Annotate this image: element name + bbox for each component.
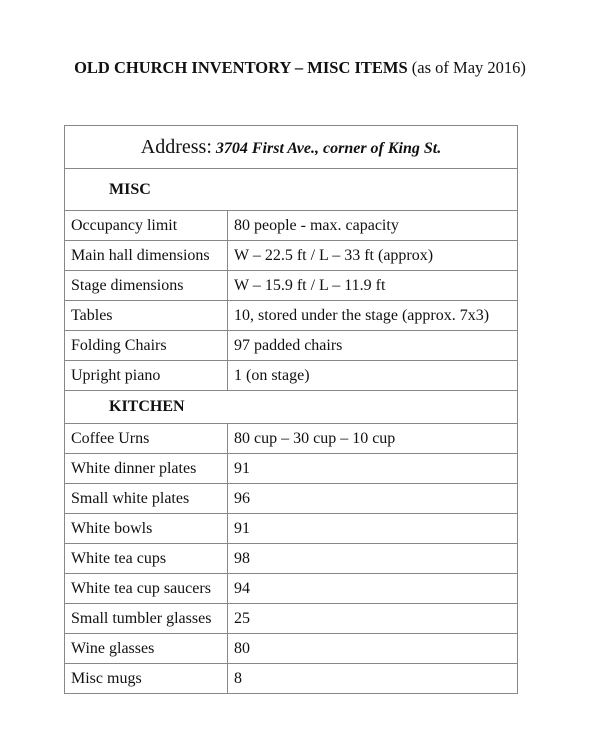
address-row [65, 126, 518, 169]
item-name: Upright piano [65, 361, 228, 391]
table-row [65, 484, 518, 514]
item-name: Small white plates [65, 484, 228, 514]
address-cell [65, 126, 518, 169]
item-value: 80 [228, 634, 518, 664]
section-header-row [65, 169, 518, 211]
table-row [65, 331, 518, 361]
table-row [65, 604, 518, 634]
address-value: 3704 First Ave., corner of King St. [211, 139, 442, 157]
section-header-row [65, 391, 518, 424]
table-row [65, 664, 518, 694]
section-heading: MISC [65, 169, 518, 211]
item-name: Wine glasses [65, 634, 228, 664]
table-row [65, 241, 518, 271]
item-name: White bowls [65, 514, 228, 544]
item-value: 96 [228, 484, 518, 514]
item-value: 98 [228, 544, 518, 574]
address-label: Address: [140, 135, 212, 158]
table-row [65, 574, 518, 604]
item-name: White tea cup saucers [65, 574, 228, 604]
item-name: Occupancy limit [65, 211, 228, 241]
item-value: W – 22.5 ft / L – 33 ft (approx) [228, 241, 518, 271]
item-name: Coffee Urns [65, 424, 228, 454]
item-name: Folding Chairs [65, 331, 228, 361]
table-row [65, 454, 518, 484]
item-value: 80 people - max. capacity [228, 211, 518, 241]
item-name: Small tumbler glasses [65, 604, 228, 634]
item-value: 91 [228, 514, 518, 544]
item-value: 1 (on stage) [228, 361, 518, 391]
item-value: 25 [228, 604, 518, 634]
item-value: 80 cup – 30 cup – 10 cup [228, 424, 518, 454]
item-name: Tables [65, 301, 228, 331]
item-name: Main hall dimensions [65, 241, 228, 271]
item-name: Misc mugs [65, 664, 228, 694]
table-row [65, 634, 518, 664]
item-name: Stage dimensions [65, 271, 228, 301]
table-row [65, 424, 518, 454]
item-value: 94 [228, 574, 518, 604]
title-date: (as of May 2016) [407, 58, 526, 77]
item-value: 91 [228, 454, 518, 484]
title-main: OLD CHURCH INVENTORY – MISC ITEMS [74, 58, 408, 77]
document-title [0, 58, 600, 78]
table-row [65, 301, 518, 331]
item-value: W – 15.9 ft / L – 11.9 ft [228, 271, 518, 301]
item-name: White dinner plates [65, 454, 228, 484]
section-heading: KITCHEN [65, 391, 518, 424]
item-value: 97 padded chairs [228, 331, 518, 361]
item-value: 8 [228, 664, 518, 694]
table-row [65, 514, 518, 544]
table-row [65, 271, 518, 301]
table-row [65, 544, 518, 574]
item-name: White tea cups [65, 544, 228, 574]
table-row [65, 211, 518, 241]
table-row [65, 361, 518, 391]
inventory-table [64, 125, 518, 694]
item-value: 10, stored under the stage (approx. 7x3) [228, 301, 518, 331]
